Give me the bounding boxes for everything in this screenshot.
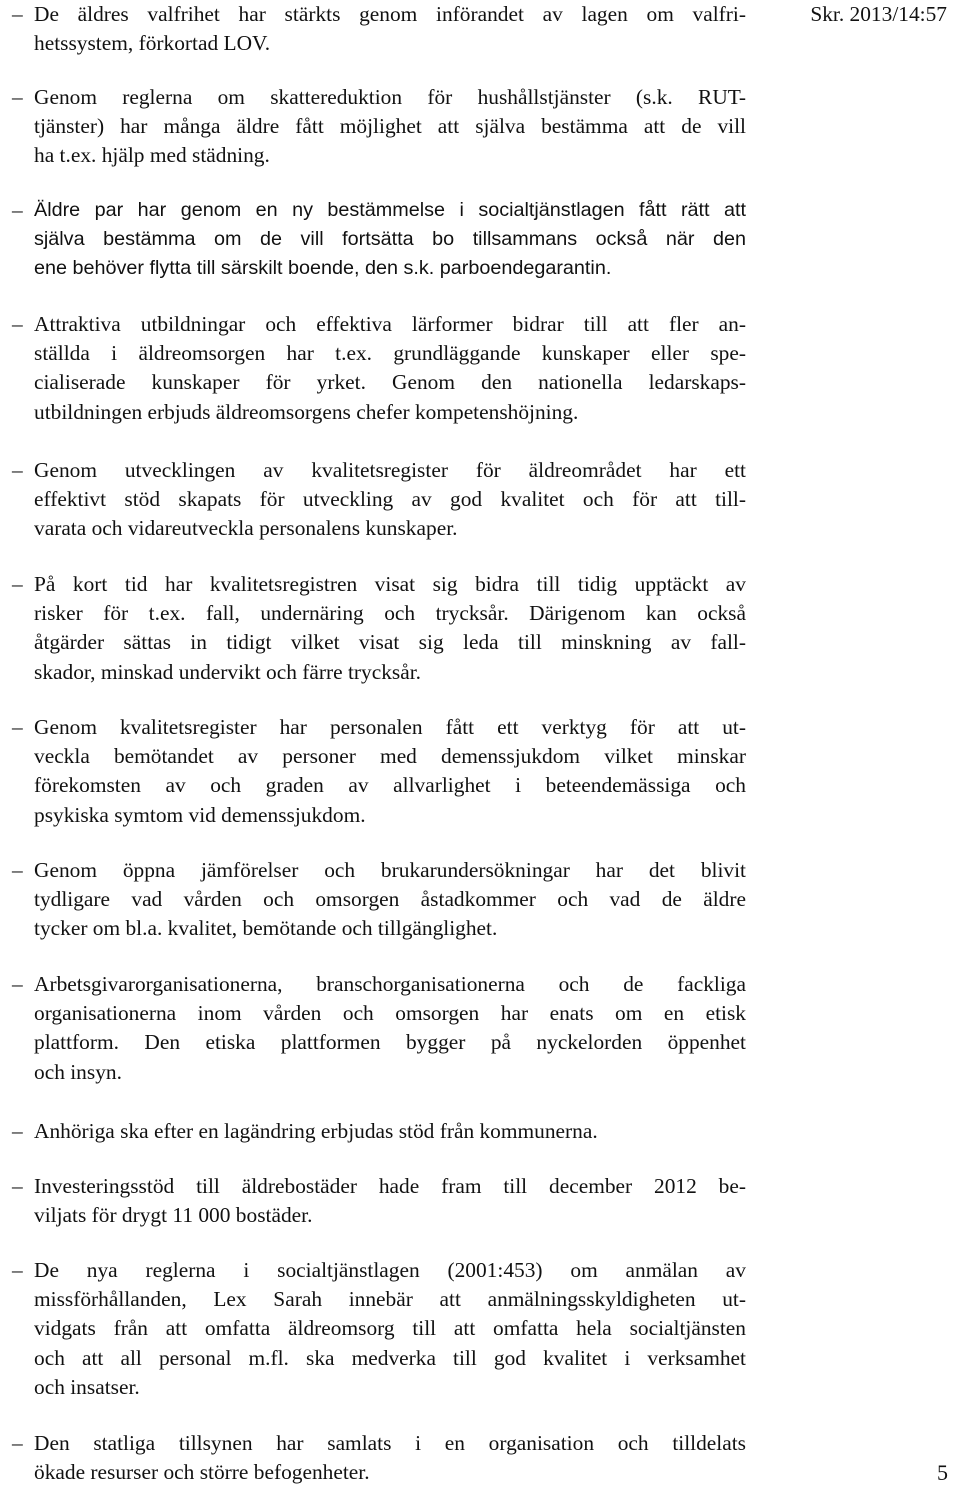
dash-bullet-icon: – [12, 572, 23, 596]
text-line: De nya reglerna i socialtjänstlagen (2001:453) om anmälan av [34, 1258, 746, 1282]
text-line: ökade resurser och större befogenheter. [34, 1460, 370, 1485]
dash-bullet-icon: – [12, 1258, 23, 1282]
list-item-text [34, 83, 746, 171]
text-line: ställda i äldreomsorgen har t.ex. grundläggande kunskaper eller spe- [34, 341, 746, 366]
text-line: vidgats från att omfatta äldreomsorg till att omfatta hela socialtjänsten [34, 1316, 746, 1341]
text-line: cialiserade kunskaper för yrket. Genom den nationella ledarskaps- [34, 370, 746, 395]
list-item-text [34, 1256, 746, 1402]
text-line: risker för t.ex. fall, undernäring och trycksår. Därigenom kan också [34, 601, 746, 626]
text-line: förekomsten av och graden av allvarlighet i beteendemässiga och [34, 773, 746, 798]
list-item [12, 310, 746, 427]
list-item [12, 570, 746, 687]
text-line: På kort tid har kvalitetsregistren visat sig bidra till tidig upptäckt av [34, 572, 746, 596]
list-item-text [34, 196, 746, 284]
list-item-text [34, 310, 746, 427]
dash-bullet-icon: – [12, 715, 23, 739]
text-line: och att all personal m.fl. ska medverka till god kvalitet i verksamhet [34, 1345, 746, 1370]
text-line: viljats för drygt 11 000 bostäder. [34, 1203, 313, 1228]
text-line: Arbetsgivarorganisationerna, branschorganisationerna och de fackliga [34, 972, 746, 996]
dash-bullet-icon: – [12, 858, 23, 882]
text-line: åtgärder sättas in tidigt vilket visat sig leda till minskning av fall- [34, 630, 746, 655]
list-item-text [34, 1172, 746, 1230]
text-line: Genom kvalitetsregister har personalen fått ett verktyg för att ut- [34, 715, 746, 739]
list-item [12, 456, 746, 544]
text-line: plattform. Den etiska plattformen bygger på nyckelorden öppenhet [34, 1030, 746, 1055]
list-item [12, 1172, 746, 1230]
text-line: skador, minskad undervikt och färre trycksår. [34, 659, 422, 684]
list-item [12, 856, 746, 944]
dash-bullet-icon: – [12, 972, 23, 996]
text-line: De äldres valfrihet har stärkts genom införandet av lagen om valfri- [34, 2, 746, 26]
dash-bullet-icon: – [12, 312, 23, 336]
dash-bullet-icon: – [12, 2, 23, 26]
text-line: tycker om bl.a. kvalitet, bemötande och tillgänglighet. [34, 916, 498, 941]
text-line: effektivt stöd skapats för utveckling av god kvalitet och för att till- [34, 487, 746, 512]
list-item-text [34, 713, 746, 830]
list-item-text [34, 456, 746, 544]
text-line: tydligare vad vården och omsorgen åstadkommer och vad de äldre [34, 887, 746, 912]
list-item [12, 1256, 746, 1402]
list-item-text [34, 0, 746, 58]
text-line: Den statliga tillsynen har samlats i en organisation och tilldelats [34, 1431, 746, 1455]
text-line: Investeringsstöd till äldrebostäder hade fram till december 2012 be- [34, 1174, 746, 1198]
dash-bullet-icon: – [12, 85, 23, 109]
list-item-text [34, 570, 746, 687]
text-line: Genom utvecklingen av kvalitetsregister för äldreområdet har ett [34, 458, 746, 482]
dash-bullet-icon: – [12, 1174, 23, 1198]
text-line: Genom öppna jämförelser och brukarundersökningar har det blivit [34, 858, 746, 882]
text-line: Genom reglerna om skattereduktion för hushållstjänster (s.k. RUT- [34, 85, 746, 109]
list-item [12, 83, 746, 171]
text-line: organisationerna inom vården och omsorgen har enats om en etisk [34, 1001, 746, 1026]
text-line: hetssystem, förkortad LOV. [34, 31, 271, 56]
list-item [12, 1429, 746, 1487]
list-item [12, 713, 746, 830]
text-line: Äldre par har genom en ny bestämmelse i socialtjänstlagen fått rätt att [34, 199, 746, 221]
text-line: varata och vidareutveckla personalens kunskaper. [34, 516, 458, 541]
text-line: missförhållanden, Lex Sarah innebär att anmälningsskyldigheten ut- [34, 1287, 746, 1312]
list-item [12, 970, 746, 1087]
text-line: själva bestämma om de vill fortsätta bo tillsammans också när den [34, 228, 746, 251]
text-line: utbildningen erbjuds äldreomsorgens chefer kompetenshöjning. [34, 399, 579, 424]
text-line: ene behöver flytta till särskilt boende, den s.k. parboendegarantin. [34, 257, 612, 280]
text-line: veckla bemötandet av personer med demenssjukdom vilket minskar [34, 744, 746, 769]
text-line: ha t.ex. hjälp med städning. [34, 143, 270, 168]
text-line: tjänster) har många äldre fått möjlighet att själva bestämma att de vill [34, 114, 746, 139]
list-item-text [34, 970, 746, 1087]
document-reference: Skr. 2013/14:57 [810, 2, 947, 26]
dash-bullet-icon: – [12, 1119, 23, 1143]
text-line: psykiska symtom vid demenssjukdom. [34, 802, 366, 827]
list-item [12, 196, 746, 284]
text-line: och insatser. [34, 1374, 140, 1399]
text-line: Attraktiva utbildningar och effektiva lärformer bidrar till att fler an- [34, 312, 746, 336]
list-item-text [34, 1117, 746, 1146]
dash-bullet-icon: – [12, 198, 23, 222]
dash-bullet-icon: – [12, 1431, 23, 1455]
list-item-text [34, 1429, 746, 1487]
list-item [12, 0, 746, 58]
list-item-text [34, 856, 746, 944]
page-number: 5 [937, 1460, 948, 1485]
text-line: Anhöriga ska efter en lagändring erbjudas stöd från kommunerna. [34, 1119, 598, 1143]
text-line: och insyn. [34, 1059, 122, 1084]
dash-bullet-icon: – [12, 458, 23, 482]
list-item [12, 1117, 746, 1146]
